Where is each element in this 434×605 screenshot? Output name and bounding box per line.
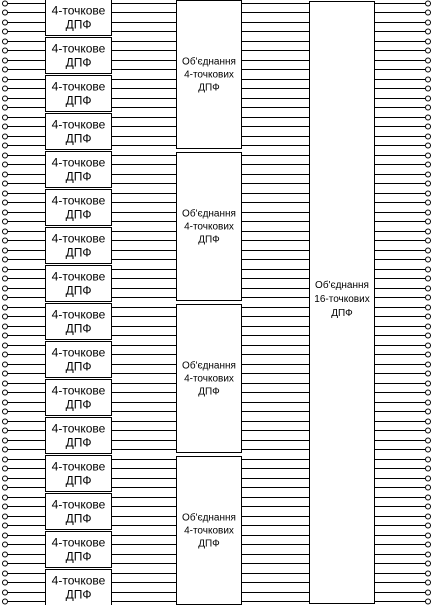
input-terminal [3, 542, 8, 547]
dft4-block-label-line1: 4-точкове [51, 117, 106, 132]
output-terminal [426, 48, 431, 53]
input-terminal [3, 67, 8, 72]
input-terminal [3, 305, 8, 310]
output-terminal [426, 295, 431, 300]
output-terminal [426, 115, 431, 120]
input-terminal [3, 419, 8, 424]
output-terminal [426, 381, 431, 386]
input-terminal [3, 466, 8, 471]
dft4-block-label-line2: ДПФ [65, 131, 92, 146]
input-terminal [3, 20, 8, 25]
merge4-block-label-line1: Об'єднання [182, 512, 236, 524]
input-terminal [3, 286, 8, 291]
dft4-block-label-line1: 4-точкове [51, 307, 106, 322]
output-terminal [426, 457, 431, 462]
input-terminal [3, 48, 8, 53]
dft4-block-label-line2: ДПФ [65, 55, 92, 70]
dft4-block-label-line1: 4-точкове [51, 3, 106, 18]
output-terminal [426, 86, 431, 91]
input-terminal [3, 77, 8, 82]
input-terminal [3, 599, 8, 604]
output-terminal [426, 419, 431, 424]
output-terminal [426, 20, 431, 25]
input-terminal [3, 381, 8, 386]
dft4-block-label-line1: 4-точкове [51, 41, 106, 56]
input-terminal [3, 124, 8, 129]
input-terminal [3, 153, 8, 158]
output-terminal [426, 96, 431, 101]
input-terminal [3, 409, 8, 414]
dft4-block-label-line1: 4-точкове [51, 383, 106, 398]
merge4-block-label-line3: ДПФ [198, 82, 220, 94]
output-terminal [426, 267, 431, 272]
dft4-block-label-line1: 4-точкове [51, 421, 106, 436]
input-terminal [3, 523, 8, 528]
input-terminal [3, 324, 8, 329]
input-terminal [3, 476, 8, 481]
input-terminal [3, 438, 8, 443]
output-terminal [426, 143, 431, 148]
output-terminal [426, 514, 431, 519]
input-terminal [3, 219, 8, 224]
output-terminal [426, 1, 431, 6]
merge4-block-label-line2: 4-точкових [184, 373, 234, 385]
dft4-block-label-line2: ДПФ [65, 283, 92, 298]
output-terminal [426, 124, 431, 129]
output-terminal [426, 552, 431, 557]
input-terminal [3, 134, 8, 139]
dft4-block-label-line2: ДПФ [65, 93, 92, 108]
merge4-block-label-line2: 4-точкових [184, 69, 234, 81]
input-terminal [3, 172, 8, 177]
input-terminal [3, 29, 8, 34]
merge4-block-label-line2: 4-точкових [184, 525, 234, 537]
dft4-block-label-line2: ДПФ [65, 169, 92, 184]
dft4-block-label-line1: 4-точкове [51, 269, 106, 284]
output-terminal [426, 561, 431, 566]
input-terminal [3, 229, 8, 234]
input-terminal [3, 248, 8, 253]
output-terminal [426, 58, 431, 63]
output-terminal [426, 362, 431, 367]
input-terminal [3, 295, 8, 300]
output-terminal [426, 542, 431, 547]
merge4-block-label-line2: 4-точкових [184, 221, 234, 233]
output-terminal [426, 352, 431, 357]
dft4-block-label-line2: ДПФ [65, 245, 92, 260]
output-terminal [426, 438, 431, 443]
output-terminal [426, 571, 431, 576]
dft4-block-label-line2: ДПФ [65, 549, 92, 564]
input-terminal [3, 533, 8, 538]
output-terminal [426, 105, 431, 110]
input-terminal [3, 352, 8, 357]
output-terminal [426, 229, 431, 234]
dft4-block-label-line1: 4-точкове [51, 459, 106, 474]
input-terminal [3, 39, 8, 44]
input-terminal [3, 181, 8, 186]
input-terminal [3, 1, 8, 6]
output-terminal [426, 390, 431, 395]
output-terminal [426, 305, 431, 310]
dft4-block-label-line1: 4-точкове [51, 79, 106, 94]
input-terminal [3, 495, 8, 500]
input-terminal [3, 485, 8, 490]
output-terminal [426, 599, 431, 604]
input-terminal [3, 96, 8, 101]
merge4-block-label-line3: ДПФ [198, 538, 220, 550]
output-terminal [426, 153, 431, 158]
input-terminal [3, 457, 8, 462]
output-terminal [426, 485, 431, 490]
dft4-block-label-line1: 4-точкове [51, 573, 106, 588]
output-terminal [426, 504, 431, 509]
output-terminal [426, 219, 431, 224]
dft4-block-label-line1: 4-точкове [51, 193, 106, 208]
output-terminal [426, 476, 431, 481]
input-terminal [3, 314, 8, 319]
input-terminal [3, 238, 8, 243]
dft4-block-label-line2: ДПФ [65, 17, 92, 32]
output-terminal [426, 191, 431, 196]
output-terminal [426, 67, 431, 72]
dft4-block-label-line2: ДПФ [65, 397, 92, 412]
input-terminal [3, 590, 8, 595]
output-terminal [426, 276, 431, 281]
input-terminal [3, 58, 8, 63]
merge4-block-label-line3: ДПФ [198, 386, 220, 398]
output-terminal [426, 238, 431, 243]
dft4-block-label-line1: 4-точкове [51, 535, 106, 550]
output-terminal [426, 590, 431, 595]
dft4-block-label-line2: ДПФ [65, 511, 92, 526]
output-terminal [426, 466, 431, 471]
output-terminal [426, 172, 431, 177]
output-terminal [426, 495, 431, 500]
dft4-block-label-line2: ДПФ [65, 359, 92, 374]
input-terminal [3, 162, 8, 167]
output-terminal [426, 162, 431, 167]
dft4-block-label-line1: 4-точкове [51, 155, 106, 170]
input-terminal [3, 561, 8, 566]
input-terminal [3, 86, 8, 91]
dft4-block-label-line1: 4-точкове [51, 497, 106, 512]
output-terminal [426, 181, 431, 186]
input-terminal [3, 143, 8, 148]
dft4-block-label-line2: ДПФ [65, 587, 92, 602]
input-terminal [3, 580, 8, 585]
output-terminal [426, 371, 431, 376]
output-terminal [426, 200, 431, 205]
output-terminal [426, 39, 431, 44]
input-terminal [3, 276, 8, 281]
output-terminal [426, 533, 431, 538]
input-terminal [3, 362, 8, 367]
input-terminal [3, 267, 8, 272]
input-terminal [3, 400, 8, 405]
input-terminal [3, 10, 8, 15]
input-terminal [3, 552, 8, 557]
dft4-block-label-line1: 4-точкове [51, 345, 106, 360]
input-terminal [3, 428, 8, 433]
input-terminal [3, 571, 8, 576]
input-terminal [3, 447, 8, 452]
input-terminal [3, 514, 8, 519]
output-terminal [426, 248, 431, 253]
output-terminal [426, 134, 431, 139]
input-terminal [3, 257, 8, 262]
input-terminal [3, 191, 8, 196]
merge16-block-label-line1: Об'єднання [315, 280, 369, 291]
input-terminal [3, 343, 8, 348]
merge4-block-label-line1: Об'єднання [182, 208, 236, 220]
output-terminal [426, 77, 431, 82]
input-terminal [3, 504, 8, 509]
dft4-block-label-line2: ДПФ [65, 207, 92, 222]
output-terminal [426, 343, 431, 348]
output-terminal [426, 333, 431, 338]
input-terminal [3, 105, 8, 110]
dft4-block-label-line2: ДПФ [65, 321, 92, 336]
dft4-block-label-line2: ДПФ [65, 473, 92, 488]
output-terminal [426, 400, 431, 405]
output-terminal [426, 324, 431, 329]
merge16-block-label-line3: ДПФ [331, 308, 353, 319]
output-terminal [426, 10, 431, 15]
merge4-block-label-line1: Об'єднання [182, 56, 236, 68]
output-terminal [426, 314, 431, 319]
output-terminal [426, 257, 431, 262]
input-terminal [3, 210, 8, 215]
dft4-block-label-line2: ДПФ [65, 435, 92, 450]
output-terminal [426, 210, 431, 215]
merge4-block-label-line1: Об'єднання [182, 360, 236, 372]
output-terminal [426, 580, 431, 585]
merge4-block-label-line3: ДПФ [198, 234, 220, 246]
input-terminal [3, 371, 8, 376]
output-terminal [426, 428, 431, 433]
output-terminal [426, 447, 431, 452]
input-terminal [3, 333, 8, 338]
output-terminal [426, 29, 431, 34]
input-terminal [3, 115, 8, 120]
input-terminal [3, 390, 8, 395]
dft4-block-label-line1: 4-точкове [51, 231, 106, 246]
output-terminal [426, 286, 431, 291]
output-terminal [426, 409, 431, 414]
input-terminal [3, 200, 8, 205]
output-terminal [426, 523, 431, 528]
merge16-block-label-line2: 16-точкових [314, 294, 370, 305]
